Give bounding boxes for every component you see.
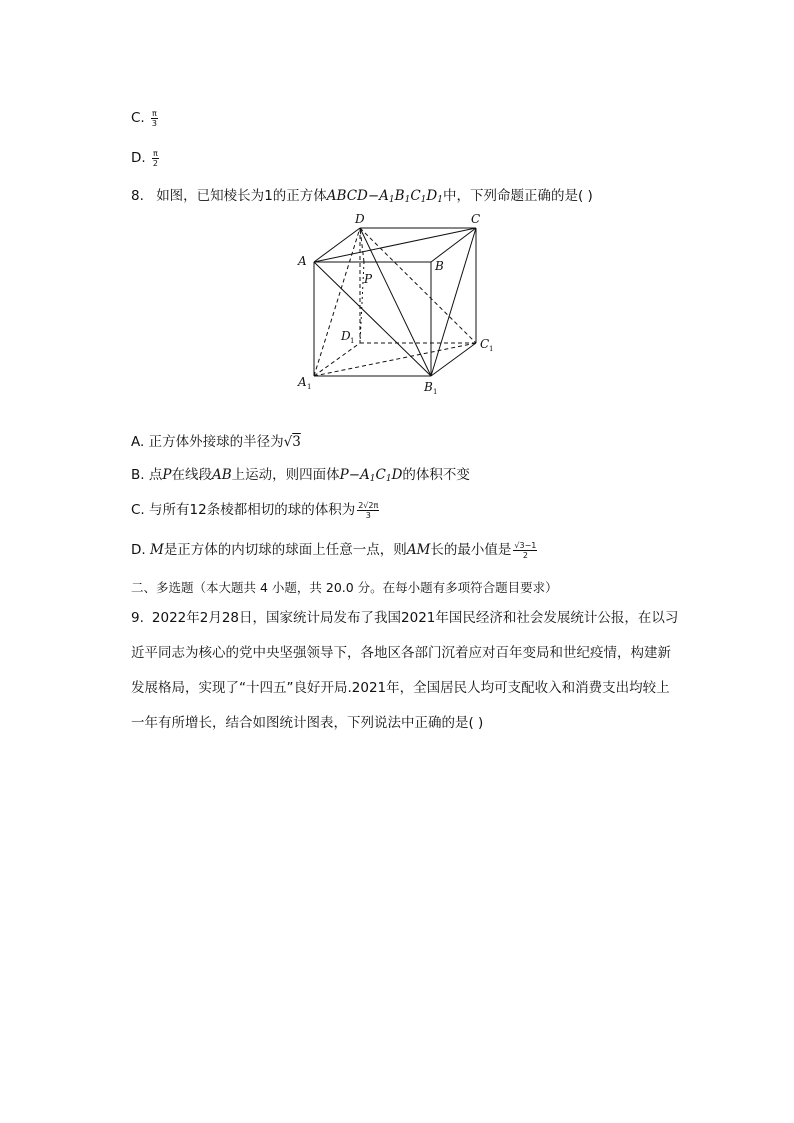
label-D1: D	[341, 329, 351, 343]
label-B1: B	[424, 380, 433, 394]
option-c-fraction-value	[357, 501, 379, 520]
option-c-12: 12	[189, 502, 207, 518]
option-d-text-1: D.	[131, 542, 150, 558]
option-d-label: D.	[131, 150, 146, 166]
option-b-AB: AB	[211, 467, 232, 483]
option-d-fraction-value	[513, 541, 537, 560]
cube-figure	[294, 210, 504, 395]
label-C: C	[471, 212, 481, 226]
question-9-line-3: 发展格局，实现了“十四五”良好开局.2021年，全国居民人均可支配收入和消费支出均较上	[131, 680, 670, 696]
question-9-line-2: 近平同志为核心的党中央坚强领导下，各地区各部门沉着应对百年变局和世纪疫情，构建新	[131, 645, 671, 661]
label-A1-sub: 1	[307, 383, 312, 391]
label-D: D	[355, 212, 365, 226]
option-b-P: P	[162, 467, 172, 483]
option-c-den: 3	[365, 510, 371, 520]
option-b-text-1: B. 点	[131, 467, 163, 483]
question-9-line-1	[131, 608, 678, 628]
option-b-text-4: 的体积不变	[402, 467, 470, 483]
diag-A1D	[314, 228, 360, 376]
option-b-tetrahedron: P−A	[339, 467, 370, 483]
option-c-text-1: C. 与所有	[131, 502, 190, 518]
label-A: A	[298, 254, 307, 268]
option-d-num: √3−1	[514, 540, 537, 550]
option-c-num: 2√2π	[358, 500, 379, 510]
option-a-text: A. 正方体外接球的半径为	[131, 434, 284, 450]
option-d-prev	[131, 148, 159, 168]
question-8-number: 8.	[131, 188, 144, 204]
question-8-cube-name: ABCD−A	[326, 188, 389, 204]
question-8-text-b: 的正方体	[272, 188, 327, 204]
question-8-option-a: A. 正方体外接球的半径为√3	[131, 434, 301, 450]
question-8-text-c: 中，下列命题正确的是( )	[442, 188, 593, 204]
option-c-numerator: π	[152, 108, 157, 118]
label-P: P	[364, 272, 373, 286]
diag-DB1	[360, 228, 431, 376]
option-c-denominator: 3	[151, 118, 157, 128]
question-8-stem: 8. 如图，已知棱长为1的正方体$ABCD-A_1B_1C_1D_1$中，下列命题正确的是( )	[131, 188, 593, 205]
label-A1: A	[298, 375, 307, 389]
option-c-fraction	[151, 109, 158, 128]
question-9-text-1: 2022年2月28日，国家统计局发布了我国2021年国民经济和社会发展统计公报，在以习	[151, 610, 679, 626]
option-b-text-2: 在线段	[171, 467, 212, 483]
question-8-option-c	[131, 500, 379, 520]
option-d-AM: AM	[406, 542, 431, 558]
diag-A1C1	[314, 343, 476, 376]
option-d-numerator: π	[152, 148, 158, 158]
option-d-den: 2	[522, 550, 528, 560]
label-B: B	[435, 259, 444, 273]
label-C1-sub: 1	[489, 345, 494, 353]
option-b-text-3: 上运动，则四面体	[231, 467, 340, 483]
option-d-text-3: 长的最小值是	[430, 542, 512, 558]
option-c-prev	[131, 108, 158, 128]
option-d-text-2: 是正方体的内切球的球面上任意一点，则	[163, 542, 407, 558]
section-2-title: 二、多选题（本大题共 4 小题，共 20.0 分。在每小题有多项符合题目要求）	[131, 580, 558, 595]
diag-AC	[314, 228, 476, 262]
question-8-option-d	[131, 540, 537, 560]
option-c-text-2: 条棱都相切的球的体积为	[206, 502, 356, 518]
option-c-label: C.	[131, 110, 145, 126]
diag-B1C	[431, 228, 476, 376]
option-d-M: M	[149, 542, 164, 558]
label-D1-sub: 1	[350, 337, 355, 345]
option-a-value: 3	[292, 434, 301, 450]
label-C1: C	[480, 337, 490, 351]
label-B1-sub: 1	[433, 388, 438, 395]
option-d-fraction	[152, 149, 159, 168]
question-8-option-b: B. 点P在线段AB上运动，则四面体$P-A_1C_1D$的体积不变	[131, 467, 470, 484]
option-d-denominator: 2	[152, 158, 158, 168]
question-9-number: 9.	[131, 610, 144, 626]
question-8-edge: 1	[264, 188, 273, 204]
question-8-text-a: 如图，已知棱长为	[156, 188, 265, 204]
question-9-line-4: 一年有所增长，结合如图统计图表，下列说法中正确的是( )	[131, 715, 484, 731]
